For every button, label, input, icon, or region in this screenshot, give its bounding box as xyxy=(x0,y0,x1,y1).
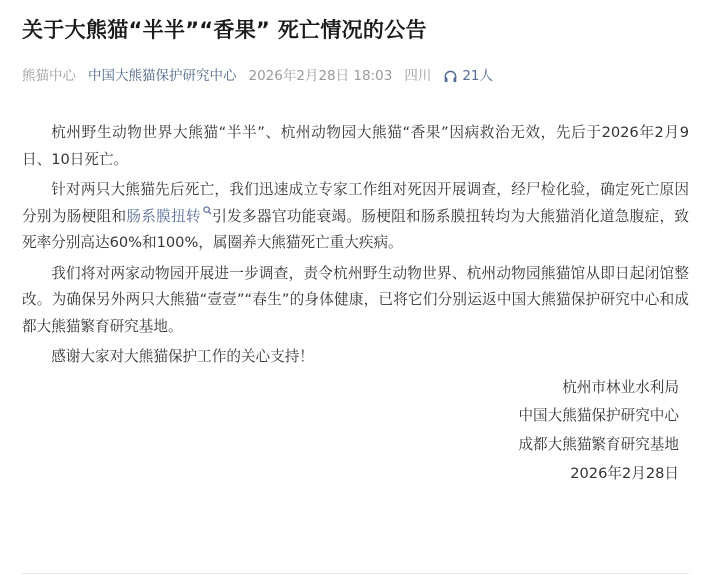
signature-org-2: 中国大熊猫保护研究中心 xyxy=(518,407,679,425)
meta-datetime: 2026年2月28日 18:03 xyxy=(248,68,393,84)
listen-count-label: 21人 xyxy=(462,68,494,84)
signature-org-1: 杭州市林业水利局 xyxy=(562,378,679,396)
signature-org-3: 成都大熊猫繁育研究基地 xyxy=(518,435,679,453)
headphones-icon xyxy=(443,69,458,84)
meta-category: 熊猫中心 xyxy=(22,68,76,84)
search-icon xyxy=(203,206,212,215)
article-meta xyxy=(22,66,689,86)
listen-count[interactable] xyxy=(443,66,493,86)
paragraph-2 xyxy=(22,177,689,257)
article-body xyxy=(22,120,689,371)
paragraph-4: 感谢大家对大熊猫保护工作的关心支持！ xyxy=(51,348,314,365)
paragraph-3: 我们将对两家动物园开展进一步调查，责令杭州野生动物世界、杭州动物园熊猫馆从即日起闭馆整改。为确保另外两只大熊猫“壹壹”“春生”的身体健康，已将它们分别运返中国大熊猫保护研究中心和成都大熊猫繁育研究基地。 xyxy=(22,264,689,335)
keyword-search-link[interactable] xyxy=(126,208,212,225)
paragraph-1: 杭州野生动物世界大熊猫“半半”、杭州动物园大熊猫“香果”因病救治无效，先后于2026年2月9日、10日死亡。 xyxy=(22,124,689,168)
paragraph-2-text-b: 引发多器官功能衰竭。肠梗阻和肠系膜扭转均为大熊猫消化道急腹症，致死率分别高达60%和100%，属圈养大熊猫死亡重大疾病。 xyxy=(22,207,689,251)
keyword-label: 肠系膜扭转 xyxy=(126,207,201,225)
signature-block xyxy=(22,375,689,488)
meta-location: 四川 xyxy=(404,68,432,84)
signature-date: 2026年2月28日 xyxy=(570,464,679,482)
paragraph-2-text-a: 针对两只大熊猫先后死亡，我们迅速成立专家工作组对死因开展调查，经尸检化验，确定死亡原因分别为肠梗阻和 xyxy=(22,181,689,225)
divider xyxy=(22,573,689,574)
meta-author-link[interactable]: 中国大熊猫保护研究中心 xyxy=(88,68,237,84)
article-title: 关于大熊猫“半半”“香果” 死亡情况的公告 xyxy=(22,18,427,42)
